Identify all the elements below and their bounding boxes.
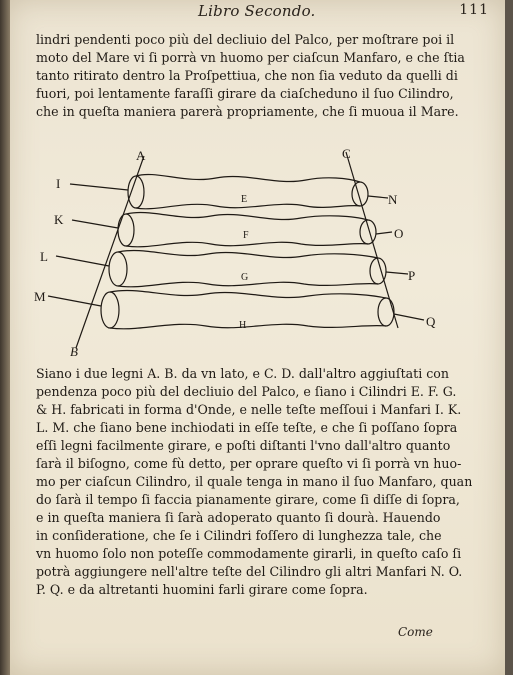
text-line: mo per ciaſcun Cilindro, il quale tenga in mano il ſuo Manfaro, quan bbox=[36, 474, 473, 489]
catchword: Come bbox=[398, 625, 433, 639]
label-G: G bbox=[241, 272, 249, 283]
label-F: F bbox=[243, 230, 249, 241]
cylinder-H bbox=[101, 290, 394, 328]
text-line: che in queſta maniera parerà propriamente, che ſi muoua il Mare. bbox=[36, 104, 459, 119]
text-line: Siano i due legni A. B. da vn lato, e C. D. dall'altro aggiuſtati con bbox=[36, 366, 449, 381]
text-line: vn huomo ſolo non poteſſe commodamente girarli, in queſto caſo ſi bbox=[36, 546, 462, 561]
text-line: e in queſta maniera ſi ſarà adoperato quanto ſi dourà. Hauendo bbox=[36, 510, 441, 525]
text-line: moto del Mare vi ſi porrà vn huomo per ciaſcun Manfaro, e che ſtia bbox=[36, 50, 465, 65]
label-Q: Q bbox=[426, 314, 436, 329]
label-K: K bbox=[54, 212, 64, 227]
label-L: L bbox=[40, 249, 48, 264]
label-O: O bbox=[394, 226, 404, 241]
text-line: in conſideratione, che ſe i Cilindri foſſero di lunghezza tale, che bbox=[36, 528, 442, 543]
label-M: M bbox=[34, 289, 46, 304]
book-binding-edge bbox=[0, 0, 10, 675]
label-A: A bbox=[136, 148, 146, 163]
text-line: lindri pendenti poco più del decliuio del Palco, per moſtrare poi il bbox=[36, 32, 455, 47]
right-beam-CD bbox=[346, 152, 398, 328]
text-line: tanto ritirato dentro la Proſpettiua, che non ſia veduto da quelli di bbox=[36, 68, 458, 83]
text-line: ſarà il biſogno, come fù detto, per oprare queſto vi ſi porrà vn huo- bbox=[36, 456, 462, 471]
text-line: L. M. che ſiano bene inchiodati in eſſe teſte, e che ſi poſſano ſopra bbox=[36, 420, 458, 435]
label-N: N bbox=[388, 192, 398, 207]
text-line: eſſi legni facilmente girare, e poſti diſtanti l'vno dall'altro quanto bbox=[36, 438, 451, 453]
label-I: I bbox=[56, 176, 61, 191]
cylinder-E bbox=[128, 174, 368, 208]
page-header bbox=[198, 2, 489, 22]
book-page bbox=[8, 0, 505, 675]
crank-O bbox=[376, 232, 392, 234]
label-P: P bbox=[408, 268, 416, 283]
text-line: P. Q. e da altretanti huomini farli girare come ſopra. bbox=[36, 582, 368, 597]
intro-paragraph bbox=[36, 31, 482, 121]
label-H: H bbox=[239, 320, 247, 331]
crank-L bbox=[56, 256, 109, 266]
label-E: E bbox=[241, 194, 248, 205]
page-number: 111 bbox=[459, 2, 489, 18]
text-line: potrà aggiungere nell'altre teſte del Cilindro gli altri Manfari N. O. bbox=[36, 564, 463, 579]
text-line: & H. fabricati in forma d'Onde, e nelle teſte meſſoui i Manfari I. K. bbox=[36, 402, 462, 417]
intro-text bbox=[36, 31, 482, 121]
running-head: Libro Secondo. bbox=[198, 2, 316, 20]
label-C: C bbox=[342, 146, 351, 161]
text-line: fuori, poi lentamente faraſſi girare da ciaſcheduno il ſuo Cilindro, bbox=[36, 86, 454, 101]
description-text bbox=[36, 365, 482, 599]
text-line: do ſarà il tempo ſi faccia pianamente girare, come ſi diſſe di ſopra, bbox=[36, 492, 460, 507]
crank-P bbox=[386, 272, 408, 274]
label-B: B bbox=[70, 344, 78, 359]
wave-machine-figure bbox=[36, 140, 456, 362]
crank-K bbox=[72, 220, 118, 228]
text-line: pendenza poco più del decliuio del Palco, e ſiano i Cilindri E. F. G. bbox=[36, 384, 457, 399]
crank-Q bbox=[394, 314, 424, 320]
crank-I bbox=[70, 184, 128, 190]
crank-N bbox=[368, 196, 388, 198]
left-beam-AB bbox=[76, 156, 144, 348]
description-paragraph bbox=[36, 365, 482, 599]
